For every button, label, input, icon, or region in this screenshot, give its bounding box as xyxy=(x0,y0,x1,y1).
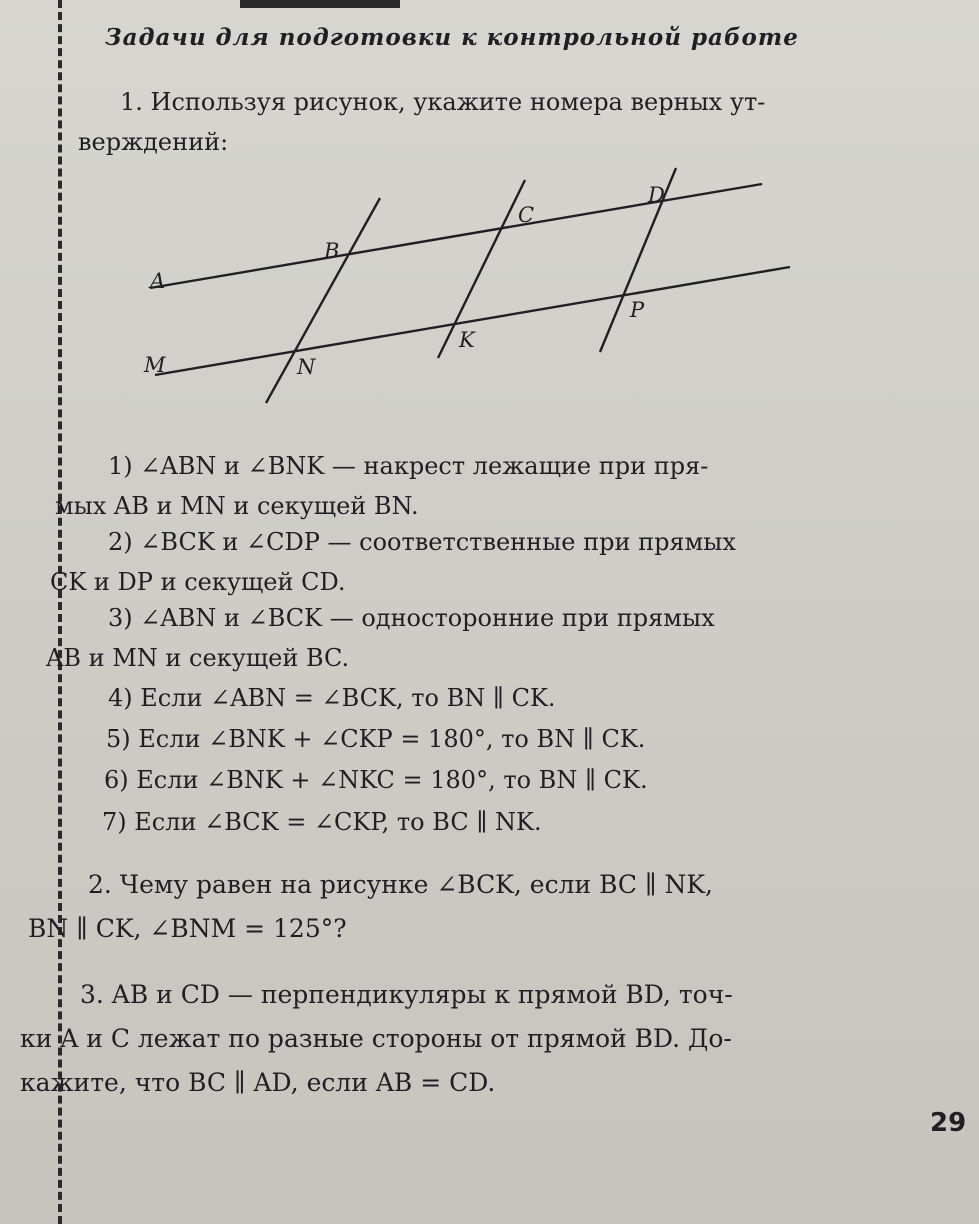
statement-1-line2: мых AB и MN и секущей BN. xyxy=(55,492,419,520)
statement-2-line2: CK и DP и секущей CD. xyxy=(50,568,346,596)
label-a: A xyxy=(150,269,166,293)
statement-1-line1: 1) ∠ABN и ∠BNK — накрест лежащие при пря- xyxy=(108,452,709,480)
line-ck xyxy=(438,180,525,358)
statement-3-line1: 3) ∠ABN и ∠BCK — односторонние при прямых xyxy=(108,604,715,632)
line-ad xyxy=(150,184,762,288)
task1-line2: верждений: xyxy=(78,128,229,156)
label-n: N xyxy=(297,355,316,379)
top-edge-mark xyxy=(240,0,400,8)
line-mp xyxy=(155,267,790,375)
statement-7: 7) Если ∠BCK = ∠CKP, то BC ∥ NK. xyxy=(102,808,542,836)
statement-3-line2: AB и MN и секущей BC. xyxy=(46,644,350,672)
label-d: D xyxy=(648,183,665,207)
label-p: P xyxy=(630,298,645,322)
task3-line1: 3. AB и CD — перпендикуляры к прямой BD, точ- xyxy=(80,980,733,1009)
label-m: M xyxy=(144,353,166,377)
statement-2-line1: 2) ∠BCK и ∠CDP — соответственные при прямых xyxy=(108,528,736,556)
geometry-figure xyxy=(130,160,810,420)
task2-line1: 2. Чему равен на рисунке ∠BCK, если BC ∥ NK, xyxy=(88,870,713,899)
task3-line2: ки A и C лежат по разные стороны от прямой BD. До- xyxy=(20,1024,732,1053)
line-bn xyxy=(266,198,380,403)
page-number: 29 xyxy=(930,1108,967,1138)
statement-5: 5) Если ∠BNK + ∠CKP = 180°, то BN ∥ CK. xyxy=(106,725,646,753)
task1-line1: 1. Используя рисунок, укажите номера верных ут- xyxy=(120,88,766,116)
statement-6: 6) Если ∠BNK + ∠NKC = 180°, то BN ∥ CK. xyxy=(104,766,648,794)
label-c: C xyxy=(518,203,535,227)
label-b: B xyxy=(324,239,340,263)
task2-line2: BN ∥ CK, ∠BNM = 125°? xyxy=(28,914,347,943)
section-heading: Задачи для подготовки к контрольной работе xyxy=(105,24,799,51)
label-k: K xyxy=(459,328,475,352)
task3-line3: кажите, что BC ∥ AD, если AB = CD. xyxy=(20,1068,496,1097)
statement-4: 4) Если ∠ABN = ∠BCK, то BN ∥ CK. xyxy=(108,684,556,712)
